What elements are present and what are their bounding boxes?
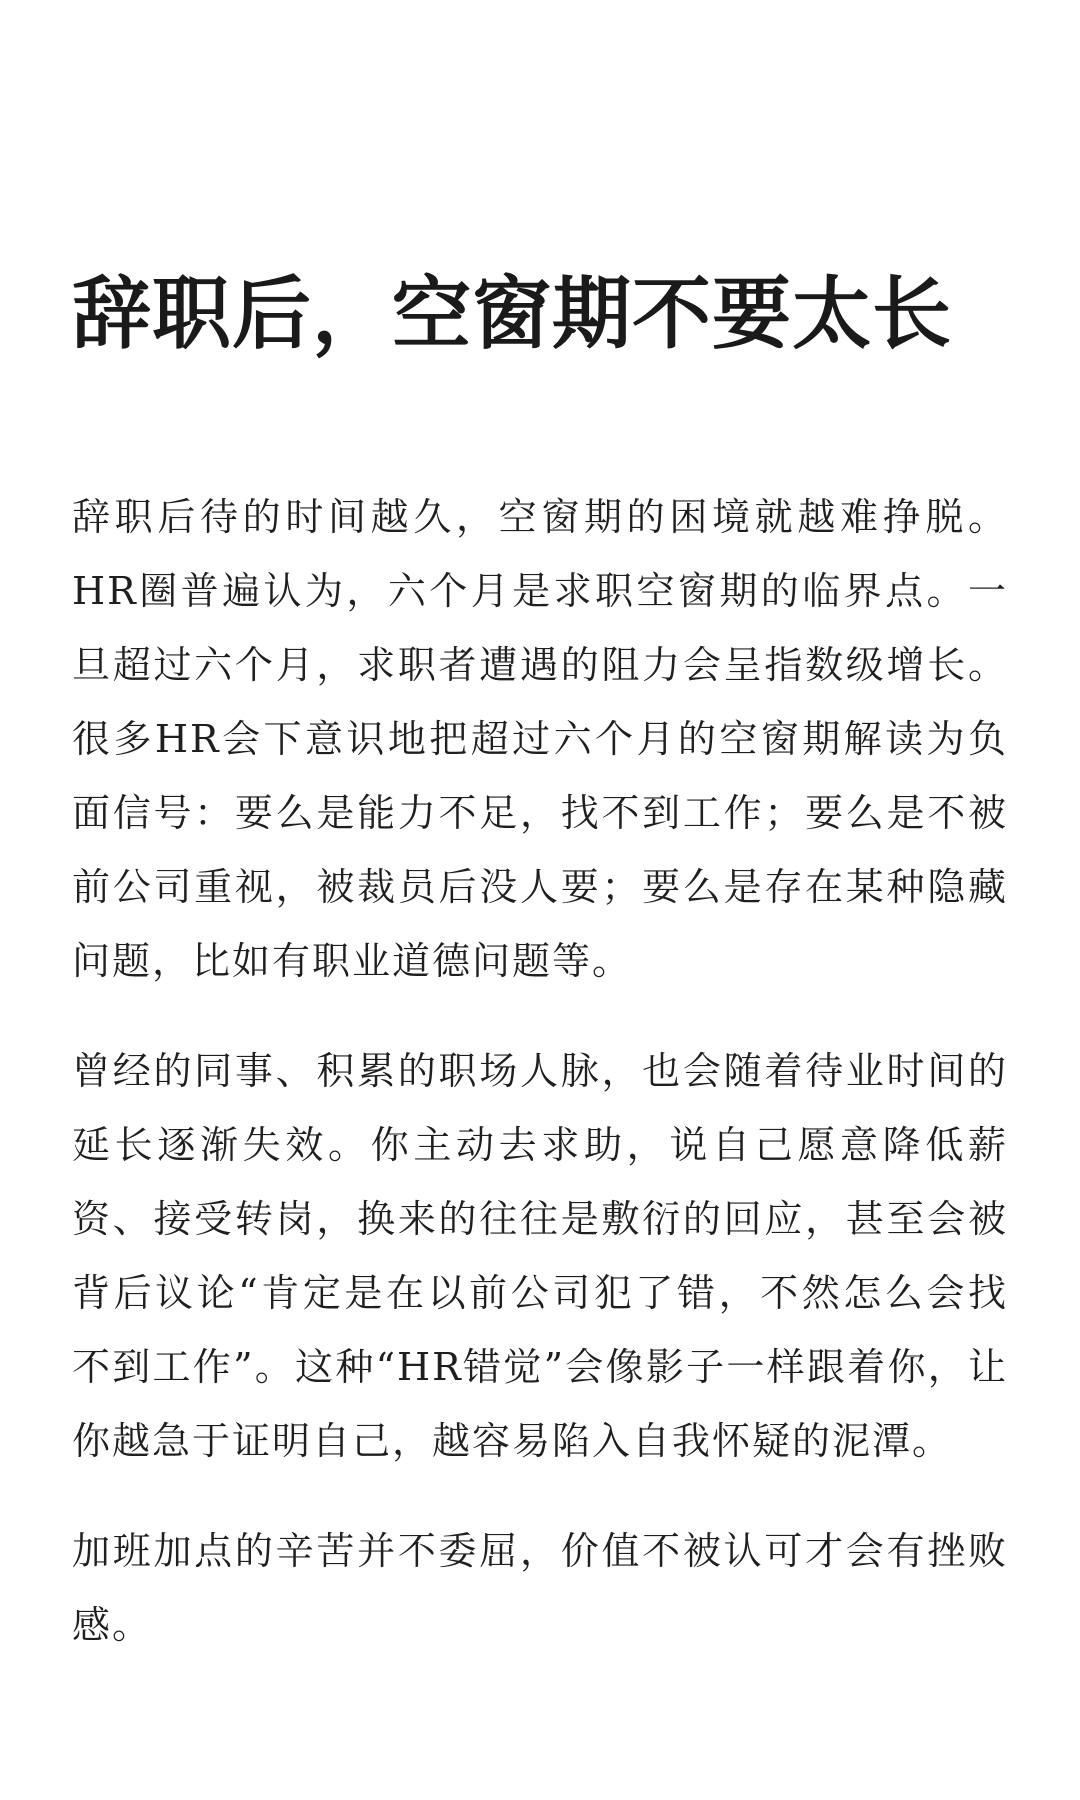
paragraph-3: 加班加点的辛苦并不委屈，价值不被认可才会有挫败感。	[72, 1529, 1008, 1647]
article-body	[72, 480, 1008, 1662]
paragraph-1: 辞职后待的时间越久，空窗期的困境就越难挣脱。HR圈普遍认为，六个月是求职空窗期的临界点。一旦超过六个月，求职者遭遇的阻力会呈指数级增长。很多HR会下意识地把超过六个月的空窗期解读为负面信号：要么是能力不足，找不到工作；要么是不被前公司重视，被裁员后没人要；要么是存在某种隐藏问题，比如有职业道德问题等。	[72, 495, 1008, 983]
paragraph-2: 曾经的同事、积累的职场人脉，也会随着待业时间的延长逐渐失效。你主动去求助，说自己愿意降低薪资、接受转岗，换来的往往是敷衍的回应，甚至会被背后议论“肯定是在以前公司犯了错，不然怎么会找不到工作”。这种“HR错觉”会像影子一样跟着你，让你越急于证明自己，越容易陷入自我怀疑的泥潭。	[72, 1049, 1008, 1463]
article-title: 辞职后，空窗期不要太长	[72, 267, 952, 360]
